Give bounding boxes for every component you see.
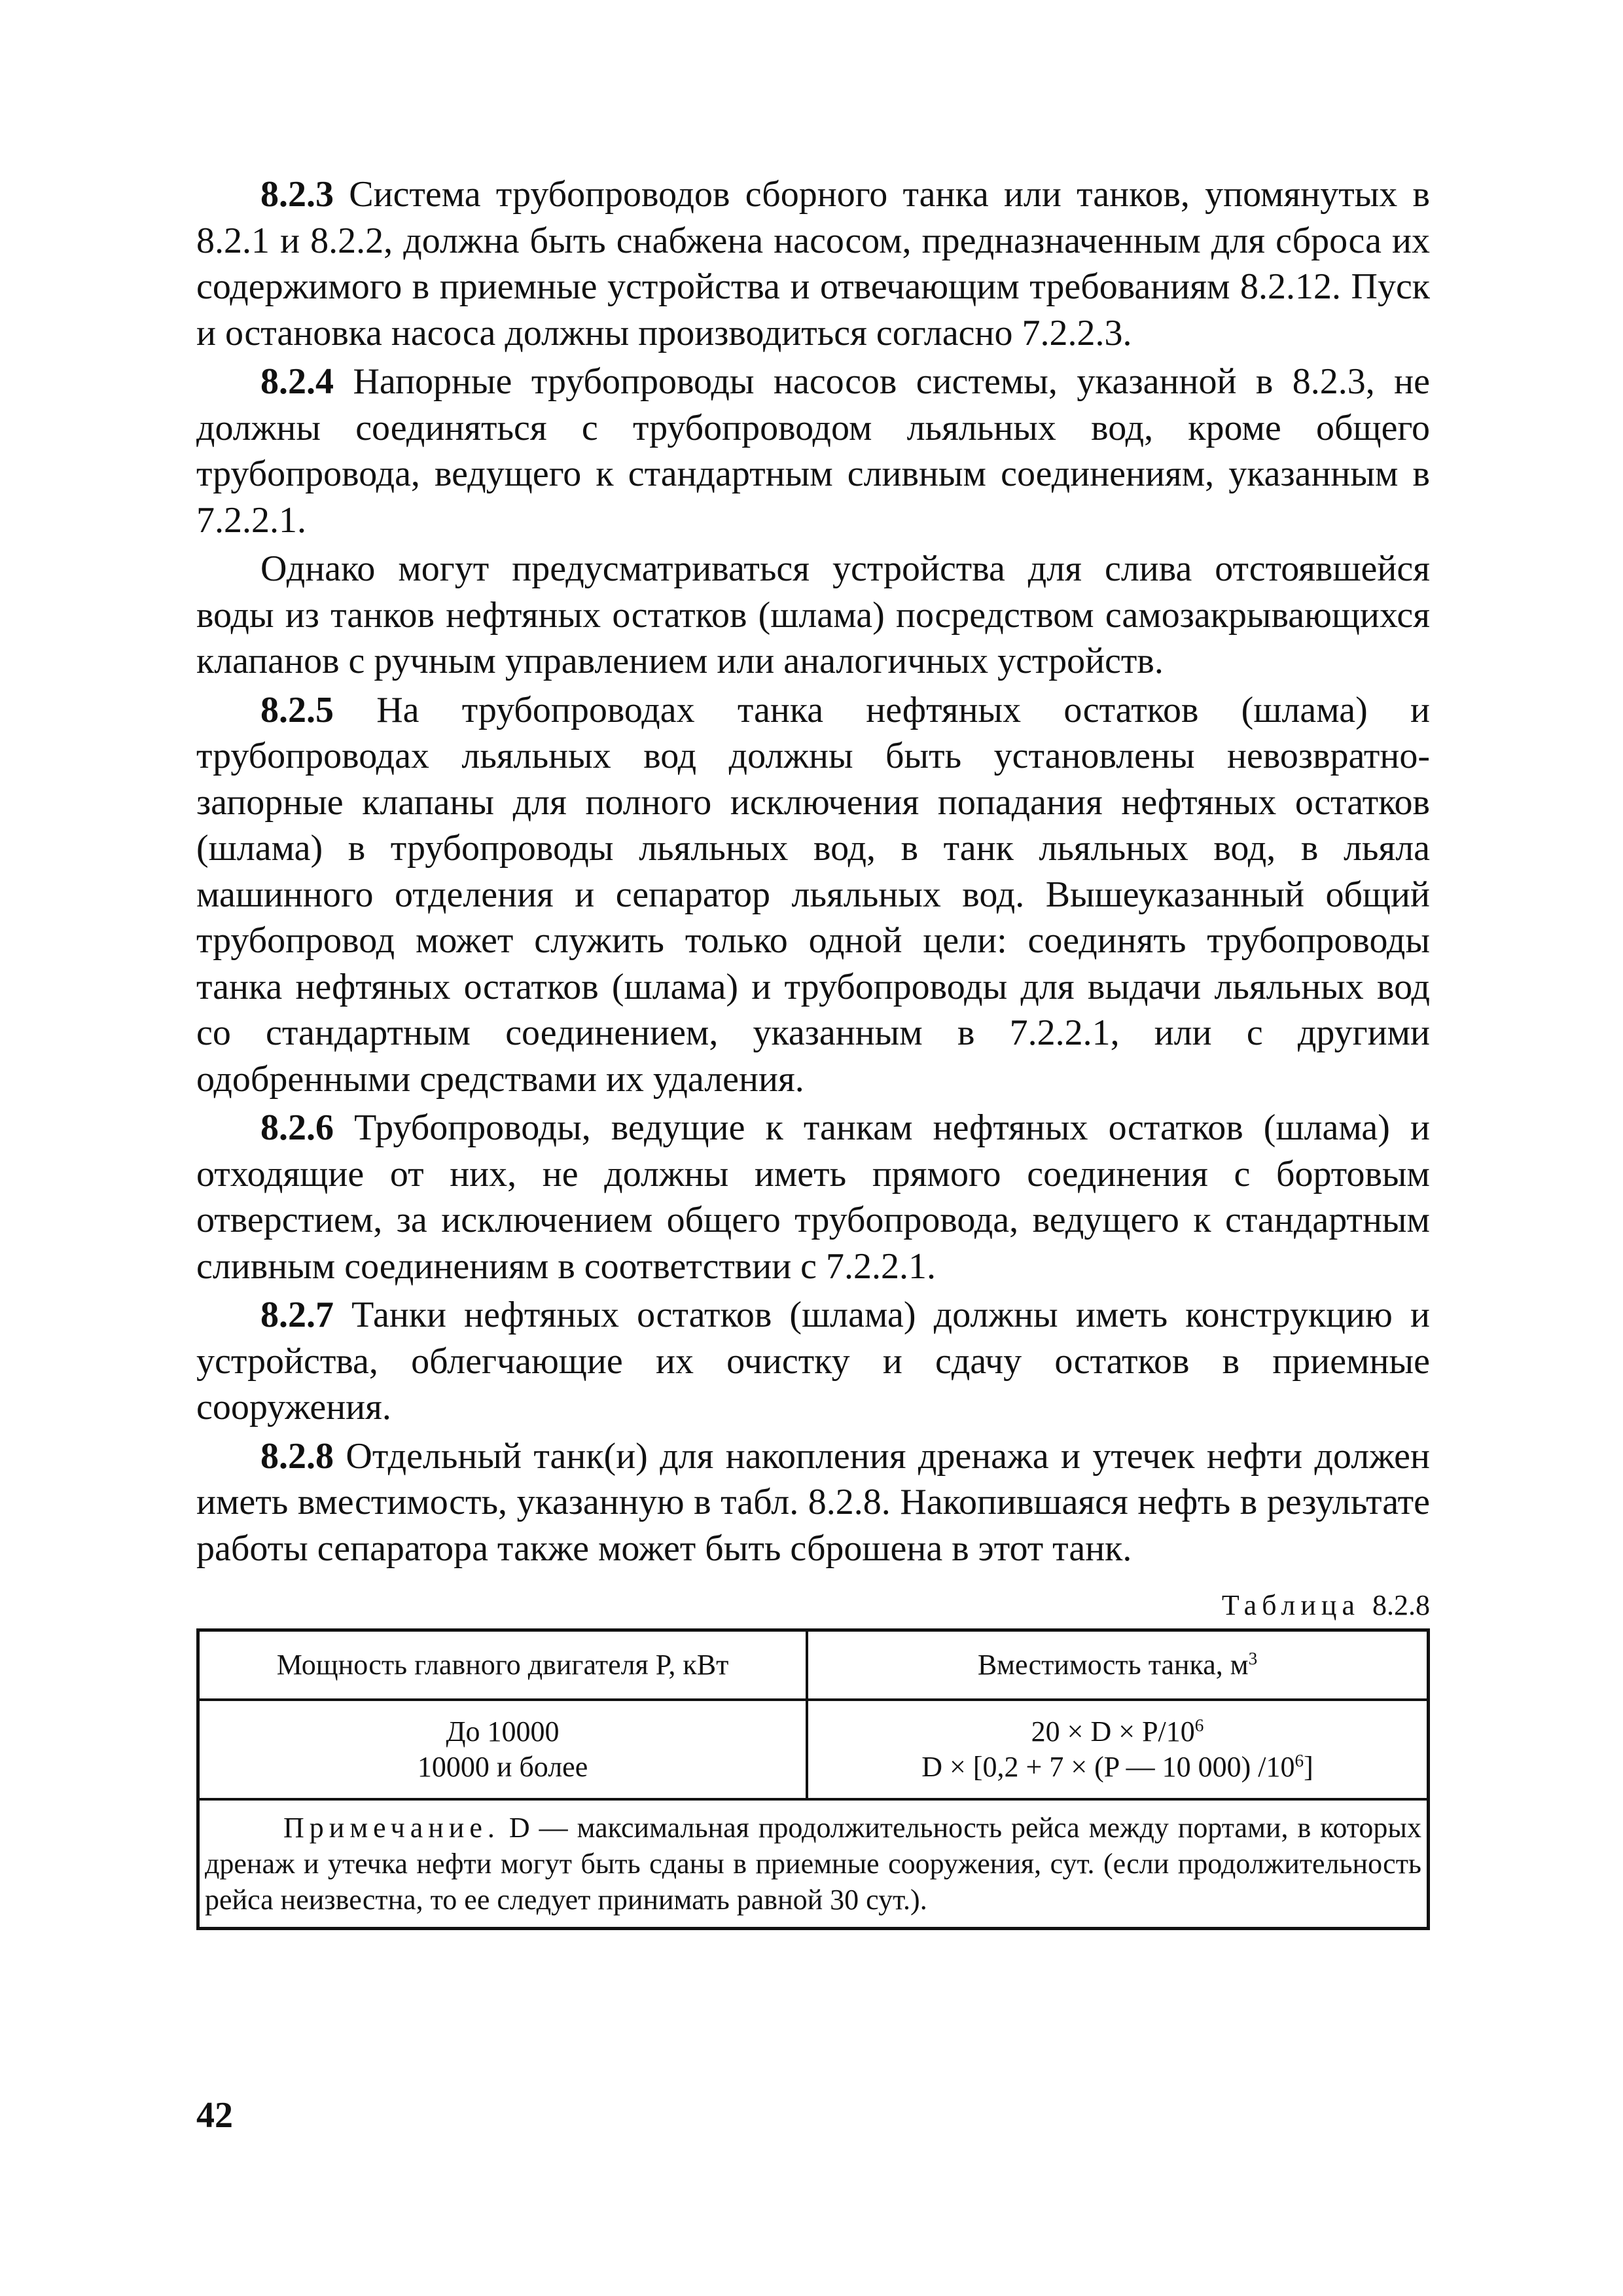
paragraph-text: Отдельный танк(и) для накопления дренажа и утечек нефти должен иметь вместимость, указанную в табл. 8.2.8. Накопившаяся нефть в результате работы сепаратора также может быть сброшена в этот танк. [196,1435,1430,1569]
paragraph-text: Напорные трубопроводы насосов системы, указанной в 8.2.3, не должны соединяться с трубопроводом льяльных вод, кроме общего трубопровода, ведущего к стандартным сливным соединениям, указанным в 7.2.2.1. [196,361,1430,541]
paragraph-8-2-4-continued [196,546,1430,685]
engine-power-value: До 10000 [446,1715,560,1748]
paragraph-text: Однако могут предусматриваться устройства для слива отстоявшейся воды из танков нефтяных остатков (шлама) посредством самозакрывающихся клапанов с ручным управлением или аналогичных устройств. [196,548,1430,681]
header-tank-capacity [807,1630,1428,1700]
note-label: Примечание. [283,1812,500,1844]
clause-number: 8.2.3 [260,174,334,215]
paragraph-text: На трубопроводах танка нефтяных остатков (шлама) и трубопроводах льяльных вод должны быть установлены невозвратно-запорные клапаны для полного исключения попадания нефтяных остатков (шлама) в трубопроводы льяльных вод, в танк льяльных вод, в льяла машинного отделения и сепаратор льяльных вод. Вышеуказанный общий трубопровод может служить только одной цели: соединять трубопроводы танка нефтяных остатков (шлама) и трубопроводы для выдачи льяльных вод со стандартным соединением, указанным в 7.2.2.1, или с другими одобренными средствами их удаления. [196,689,1430,1100]
paragraph-8-2-3 [196,171,1430,356]
clause-number: 8.2.8 [260,1435,334,1477]
paragraph-8-2-5 [196,687,1430,1103]
clause-number: 8.2.7 [260,1295,334,1335]
table-caption [196,1588,1430,1622]
clause-number: 8.2.5 [260,689,334,730]
capacity-formula [816,1749,1419,1785]
table-note-row [198,1799,1429,1929]
header-tank-capacity-sup: 3 [1248,1649,1258,1668]
paragraph-8-2-7 [196,1292,1430,1431]
capacity-formula [816,1714,1419,1749]
capacity-formula-text: 20 × D × P/10 [1031,1715,1195,1748]
page-number: 42 [196,2095,233,2136]
capacity-table [196,1628,1430,1930]
capacity-formula-exponent: 6 [1194,1715,1204,1735]
engine-power-cell [198,1700,808,1799]
capacity-formula-text: D × [0,2 + 7 × (P — 10 000) /10 [921,1751,1295,1783]
header-tank-capacity-text: Вместимость танка, м [977,1649,1249,1681]
header-engine-power: Мощность главного двигателя P, кВт [198,1630,808,1700]
table-note [198,1799,1429,1929]
paragraph-8-2-4 [196,359,1430,543]
tank-capacity-cell [807,1700,1428,1799]
capacity-formula-exponent: 6 [1294,1751,1304,1770]
paragraph-text: Танки нефтяных остатков (шлама) должны иметь конструкцию и устройства, облегчающие их очистку и сдачу остатков в приемные сооружения. [196,1295,1430,1427]
paragraph-text: Система трубопроводов сборного танка или танков, упомянутых в 8.2.1 и 8.2.2, должна быть снабжена насосом, предназначенным для сброса их содержимого в приемные устройства и отвечающим требованиям 8.2.12. Пуск и остановка насоса должны производиться согласно 7.2.2.3. [196,174,1430,353]
paragraph-text: Трубопроводы, ведущие к танкам нефтяных остатков (шлама) и отходящие от них, не должны иметь прямого соединения с бортовым отверстием, за исключением общего трубопровода, ведущего к стандартным сливным соединениям в соответствии с 7.2.2.1. [196,1107,1430,1287]
table-caption-number: 8.2.8 [1372,1589,1430,1621]
table-caption-word: Таблица [1221,1589,1360,1621]
clause-number: 8.2.6 [260,1107,334,1148]
clause-number: 8.2.4 [260,361,334,402]
table-row [198,1700,1429,1799]
page-content [196,171,1430,1930]
engine-power-value: 10000 и более [417,1751,588,1783]
note-text: D — максимальная продолжительность рейса между портами, в которых дренаж и утечка нефти могут быть сданы в приемные сооружения, сут. (если продолжительность рейса неизвестна, то ее следует принимать равной 30 сут.). [205,1812,1421,1916]
paragraph-8-2-6 [196,1105,1430,1289]
capacity-formula-tail: ] [1304,1751,1313,1783]
paragraph-8-2-8 [196,1433,1430,1572]
table-header-row [198,1630,1429,1700]
